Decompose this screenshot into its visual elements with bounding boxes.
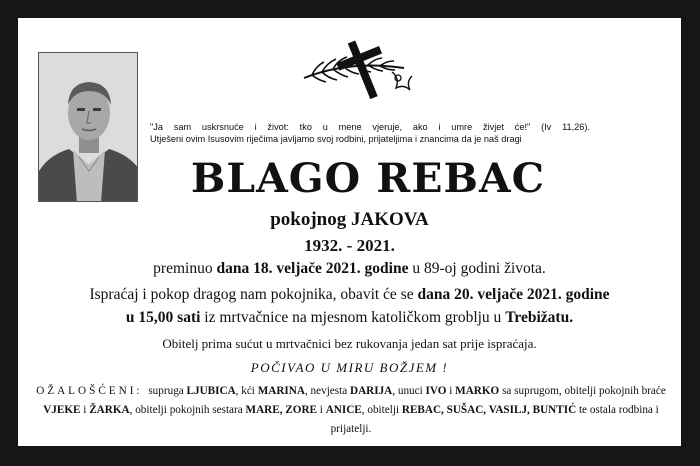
mourners-text: te ostala rodbina i prijatelji. <box>330 404 659 435</box>
mourner-name: LJUBICA <box>186 385 236 397</box>
funeral-line-1 <box>18 286 681 304</box>
mourners-text: sa suprugom, obitelji pokojnih braće <box>499 385 666 397</box>
funeral-text-pre: Ispraćaj i pokop dragog nam pokojnika, obavit će se <box>89 286 418 303</box>
life-years: 1932. - 2021. <box>304 236 395 255</box>
mourners-text: i <box>446 385 456 397</box>
deceased-name: BLAGO REBAC <box>190 155 546 202</box>
death-line <box>18 260 681 278</box>
mourner-name: REBAC, SUŠAC, VASILJ, BUNTIĆ <box>401 404 577 416</box>
mourners-text: i <box>80 404 90 416</box>
death-text-post: u 89-oj godini života. <box>408 260 546 277</box>
death-date: dana 18. veljače 2021. godine <box>216 260 409 277</box>
mourner-name: MARINA <box>257 385 305 397</box>
quote-line-1: "Ja sam uskrsnuće i život: tko u mene vjeruje, ako i umre živjet će!" (Iv 11,26). <box>150 122 590 132</box>
mourner-name: MARE, ZORE <box>245 404 317 416</box>
mourners-label: OŽALOŠĆENI: <box>36 385 149 397</box>
mourners-text: , obitelji pokojnih sestara <box>129 404 246 416</box>
mourner-name: ŽARKA <box>89 404 130 416</box>
condolence-note: Obitelj prima sućut u mrtvačnici bez rukovanja jedan sat prije ispraćaja. <box>162 336 537 351</box>
mourners-list <box>36 382 666 439</box>
mourner-name: ANICE <box>325 404 362 416</box>
bible-quote <box>150 121 590 145</box>
mourner-name: MARKO <box>455 385 500 397</box>
mourner-name: VJEKE <box>43 404 81 416</box>
funeral-text-mid: iz mrtvačnice na mjesnom katoličkom groblju u <box>200 309 506 326</box>
quote-line-2: Utješeni ovim Isusovim riječima javljamo svoj rodbini, prijateljima i znancima da je naš dragi <box>150 134 522 144</box>
rest-in-peace: POČIVAO U MIRU BOŽJEM ! <box>250 360 449 375</box>
mourners-text: , nevjesta <box>304 385 350 397</box>
mourner-name: DARIJA <box>350 385 393 397</box>
mourners-text: supruga <box>148 385 187 397</box>
mourners-text: , unuci <box>392 385 426 397</box>
mourners-text: , obitelji <box>361 404 402 416</box>
death-text-pre: preminuo <box>153 260 217 277</box>
funeral-place: Trebižatu. <box>505 309 574 326</box>
mourner-name: IVO <box>425 385 447 397</box>
funeral-time: u 15,00 sati <box>125 309 201 326</box>
father-name: pokojnog JAKOVA <box>270 209 429 230</box>
funeral-date: dana 20. veljače 2021. godine <box>417 286 610 303</box>
funeral-line-2 <box>18 309 681 327</box>
obituary-notice <box>18 18 681 446</box>
mourners-text: i <box>317 404 326 416</box>
mourners-text: , kći <box>235 385 258 397</box>
cross-with-palm-branch-icon <box>300 38 416 100</box>
